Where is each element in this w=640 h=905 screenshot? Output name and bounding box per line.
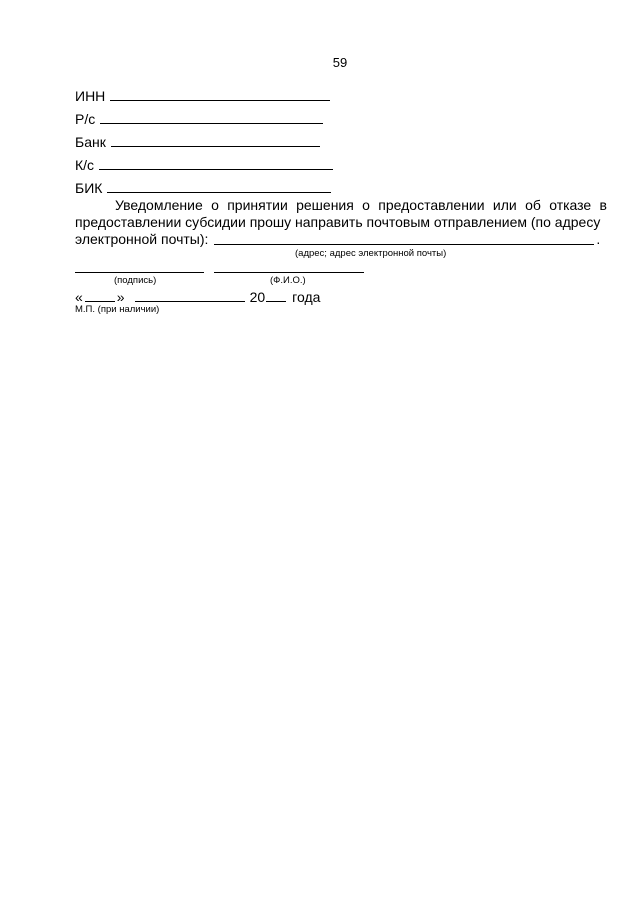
ks-field: [75, 155, 333, 173]
page-number: 59: [332, 55, 348, 70]
date-row: [75, 287, 320, 305]
full-name-hint: (Ф.И.О.): [270, 275, 306, 286]
bik-input-line[interactable]: [107, 192, 331, 193]
bik-field: [75, 178, 331, 196]
notice-last-line-label: электронной почты):: [75, 231, 209, 247]
month-input-line[interactable]: [135, 301, 245, 302]
signature-hint: (подпись): [114, 275, 157, 286]
stamp-label: М.П. (при наличии): [75, 304, 160, 315]
full-name-input-line[interactable]: [214, 272, 364, 273]
address-input-line[interactable]: [214, 244, 594, 245]
rs-field: [75, 109, 323, 127]
notice-paragraph: Уведомление о принятии решения о предоставлении или об отказе в предоставлении субсидии прошу направить почтовым отправлением (по адресу: [75, 197, 607, 230]
inn-field: [75, 86, 330, 104]
inn-label: ИНН: [75, 88, 106, 104]
year-prefix: 20: [249, 289, 266, 305]
ks-label: К/с: [75, 157, 95, 173]
rs-input-line[interactable]: [100, 123, 323, 124]
bank-input-line[interactable]: [111, 146, 320, 147]
address-hint: (адрес; адрес электронной почты): [295, 248, 447, 259]
bik-label: БИК: [75, 180, 103, 196]
day-input-line[interactable]: [85, 301, 115, 302]
year-input-line[interactable]: [266, 301, 286, 302]
notice-last-line-end: .: [596, 231, 601, 247]
rs-label: Р/с: [75, 111, 96, 127]
notice-last-line: [75, 231, 607, 248]
date-close-quote: »: [116, 289, 125, 305]
bank-field: [75, 132, 320, 150]
ks-input-line[interactable]: [99, 169, 333, 170]
date-open-quote: «: [75, 289, 83, 305]
signature-input-line[interactable]: [75, 272, 204, 273]
year-suffix: года: [292, 289, 321, 305]
bank-label: Банк: [75, 134, 106, 150]
inn-input-line[interactable]: [110, 100, 330, 101]
